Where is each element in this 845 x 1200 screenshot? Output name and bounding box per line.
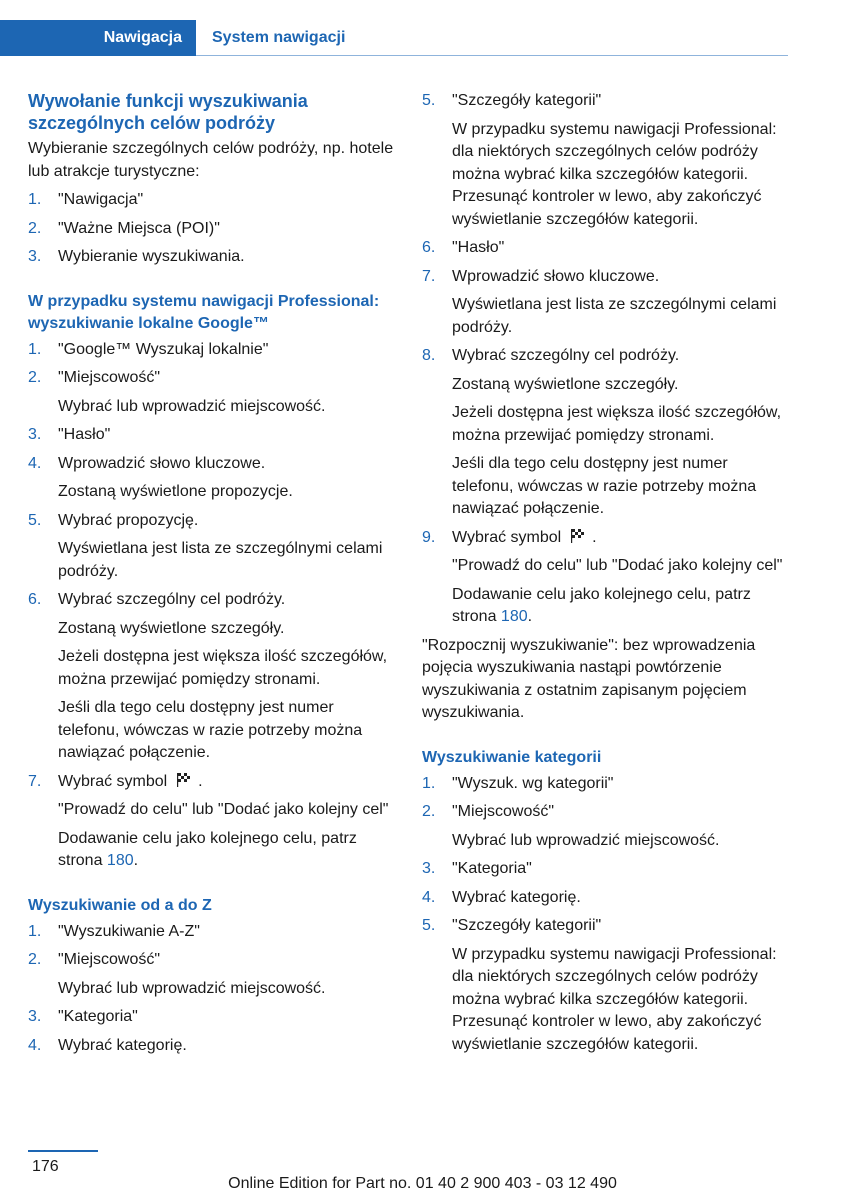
step-text: "Nawigacja" [58, 191, 144, 208]
step-detail: W przypadku systemu nawigacji Professional: dla niektórych szczególnych celów podróży można wybrać kilka szczegółów kategorii. Przesunąć kontroler w lewo, aby zakończyć wyświetlanie szczegółów kategorii. [452, 120, 777, 228]
list-item [422, 915, 788, 1056]
heading-google-local: W przypadku systemu nawigacji Professional: wyszukiwanie lokalne Google™ [28, 292, 380, 332]
list-item [422, 887, 788, 910]
step-number: 5. [422, 92, 436, 109]
step-text: "Hasło" [452, 239, 505, 256]
step-text: Wybrać propozycję. [58, 511, 199, 529]
step-detail: Zostaną wyświetlone szczegóły. [58, 619, 285, 637]
step-number: 3. [28, 248, 42, 265]
step-text-suffix: . [198, 772, 203, 790]
step-number: 3. [28, 1008, 42, 1025]
step-number: 9. [422, 528, 436, 546]
search-note: "Rozpocznij wyszukiwanie": bez wprowadzenia pojęcia wyszukiwania nastąpi powtórzenie wyszukiwania z ostatnim zapisanym pojęciem wyszukiwania. [422, 636, 756, 721]
step-detail: Wybrać lub wprowadzić miejscowość. [58, 979, 326, 997]
step-text: "Kategoria" [452, 860, 532, 877]
step-text: Wybieranie wyszukiwania. [58, 248, 245, 265]
step-text: "Miejscowość" [58, 369, 161, 386]
step-text: "Kategoria" [58, 1008, 138, 1025]
page-link[interactable]: 180 [106, 852, 134, 869]
step-text: "Ważne Miejsca (POI)" [58, 219, 220, 237]
step-number: 5. [28, 511, 42, 529]
step-text: Wybrać kategorię. [452, 888, 581, 906]
step-detail: Jeśli dla tego celu dostępny jest numer telefonu, wówczas w razie potrzeby można nawiązać połączenie. [452, 455, 757, 517]
list-item [422, 266, 788, 340]
list-item [28, 246, 394, 269]
list-item [28, 218, 394, 241]
destination-flag-icon [176, 772, 194, 788]
step-number: 1. [28, 340, 42, 358]
step-detail: W przypadku systemu nawigacji Professional: dla niektórych szczególnych celów podróży można wybrać kilka szczegółów kategorii. Przesunąć kontroler w lewo, aby zakończyć wyświetlanie szczegółów kategorii. [452, 945, 777, 1053]
heading-category-search: Wyszukiwanie kategorii [422, 748, 602, 766]
step-detail: Jeżeli dostępna jest większa ilość szczegółów, można przewijać pomiędzy stronami. [452, 404, 782, 444]
step-text: "Miejscowość" [58, 951, 161, 968]
list-item [28, 589, 394, 765]
list-item [28, 771, 394, 873]
step-number: 2. [28, 951, 42, 968]
list-item [422, 773, 788, 796]
step-number: 3. [422, 860, 436, 877]
step-text: Wybrać szczególny cel podróży. [452, 347, 680, 364]
step-number: 1. [28, 922, 42, 940]
step-detail: Zostaną wyświetlone propozycje. [58, 483, 293, 500]
step-detail: "Prowadź do celu" lub "Dodać jako kolejny cel" [58, 801, 389, 818]
list-item [422, 90, 788, 231]
list-item [28, 1035, 394, 1058]
left-column [28, 90, 394, 1063]
list-item [28, 949, 394, 1000]
step-text: "Miejscowość" [452, 803, 555, 820]
heading-poi-search: Wywołanie funkcji wyszukiwania szczególnych celów podróży [28, 91, 308, 133]
step-number: 4. [28, 1036, 42, 1054]
step-number: 3. [28, 426, 42, 443]
step-number: 2. [28, 369, 42, 386]
list-item [422, 527, 788, 629]
step-number: 6. [422, 239, 436, 256]
step-detail: Jeśli dla tego celu dostępny jest numer telefonu, wówczas w razie potrzeby można nawiązać połączenie. [58, 699, 363, 761]
steps-list-google [28, 339, 394, 873]
step-text: "Google™ Wyszukaj lokalnie" [58, 340, 269, 358]
list-item [28, 453, 394, 504]
footer-divider [28, 1150, 98, 1152]
step-detail [58, 828, 394, 873]
page-number: 176 [32, 1158, 59, 1175]
step-detail: "Prowadź do celu" lub "Dodać jako kolejny cel" [452, 557, 783, 574]
cross-ref-suffix: . [527, 608, 533, 625]
step-text: "Wyszuk. wg kategorii" [452, 774, 614, 792]
steps-list-category [422, 773, 788, 1057]
step-number: 2. [28, 219, 42, 237]
step-text: Wybrać szczególny cel podróży. [58, 591, 286, 608]
step-detail: Jeżeli dostępna jest większa ilość szczegółów, można przewijać pomiędzy stronami. [58, 648, 388, 688]
step-detail: Wybrać lub wprowadzić miejscowość. [58, 397, 326, 415]
list-item [28, 1006, 394, 1029]
cross-ref-text: Dodawanie celu jako kolejnego celu, patrz strona [452, 585, 751, 625]
edition-note: Online Edition for Part no. 01 40 2 900 403 - 03 12 490 [228, 1175, 617, 1192]
list-item [422, 858, 788, 881]
step-text: Wprowadzić słowo kluczowe. [452, 267, 660, 285]
step-number: 2. [422, 803, 436, 820]
list-item [28, 189, 394, 212]
list-item [28, 367, 394, 418]
chapter-title: Nawigacja [103, 29, 182, 46]
page-header [0, 0, 845, 60]
step-text: "Szczegóły kategorii" [452, 917, 602, 934]
page-link[interactable]: 180 [500, 608, 528, 625]
step-text: Wybrać symbol [452, 528, 562, 546]
list-item [28, 424, 394, 447]
step-text: "Hasło" [58, 426, 111, 443]
step-number: 8. [422, 347, 436, 364]
chapter-tab [0, 20, 196, 56]
list-item [28, 921, 394, 944]
step-detail: Zostaną wyświetlone szczegóły. [452, 375, 679, 393]
header-divider [196, 55, 788, 56]
steps-list-az [28, 921, 394, 1058]
step-text: Wybrać kategorię. [58, 1036, 187, 1054]
step-detail: Wyświetlana jest lista ze szczególnymi celami podróży. [58, 540, 383, 580]
step-number: 4. [422, 888, 436, 906]
step-text-suffix: . [592, 528, 597, 546]
steps-list-google-continued [422, 90, 788, 629]
destination-flag-icon [570, 528, 588, 544]
list-item [422, 237, 788, 260]
cross-ref-suffix: . [133, 852, 139, 869]
steps-list-poi [28, 189, 394, 269]
list-item [422, 801, 788, 852]
step-text: Wybrać symbol [58, 772, 168, 790]
heading-a-to-z: Wyszukiwanie od a do Z [28, 896, 212, 914]
section-title: System nawigacji [212, 29, 346, 46]
cross-ref-text: Dodawanie celu jako kolejnego celu, patrz strona [58, 829, 357, 869]
step-number: 7. [422, 267, 436, 285]
intro-paragraph: Wybieranie szczególnych celów podróży, np. hotele lub atrakcje turystyczne: [28, 140, 394, 180]
list-item [28, 510, 394, 584]
step-text: "Wyszukiwanie A-Z" [58, 922, 200, 940]
step-detail [452, 584, 788, 629]
step-detail: Wybrać lub wprowadzić miejscowość. [452, 831, 720, 849]
step-number: 5. [422, 917, 436, 934]
list-item [28, 339, 394, 362]
step-text: Wprowadzić słowo kluczowe. [58, 454, 266, 472]
right-column [422, 90, 788, 1062]
step-number: 1. [422, 774, 436, 792]
list-item [422, 345, 788, 521]
step-number: 6. [28, 591, 42, 608]
step-number: 1. [28, 191, 42, 208]
step-detail: Wyświetlana jest lista ze szczególnymi celami podróży. [452, 296, 777, 336]
step-text: "Szczegóły kategorii" [452, 92, 602, 109]
step-number: 7. [28, 772, 42, 790]
step-number: 4. [28, 454, 42, 472]
